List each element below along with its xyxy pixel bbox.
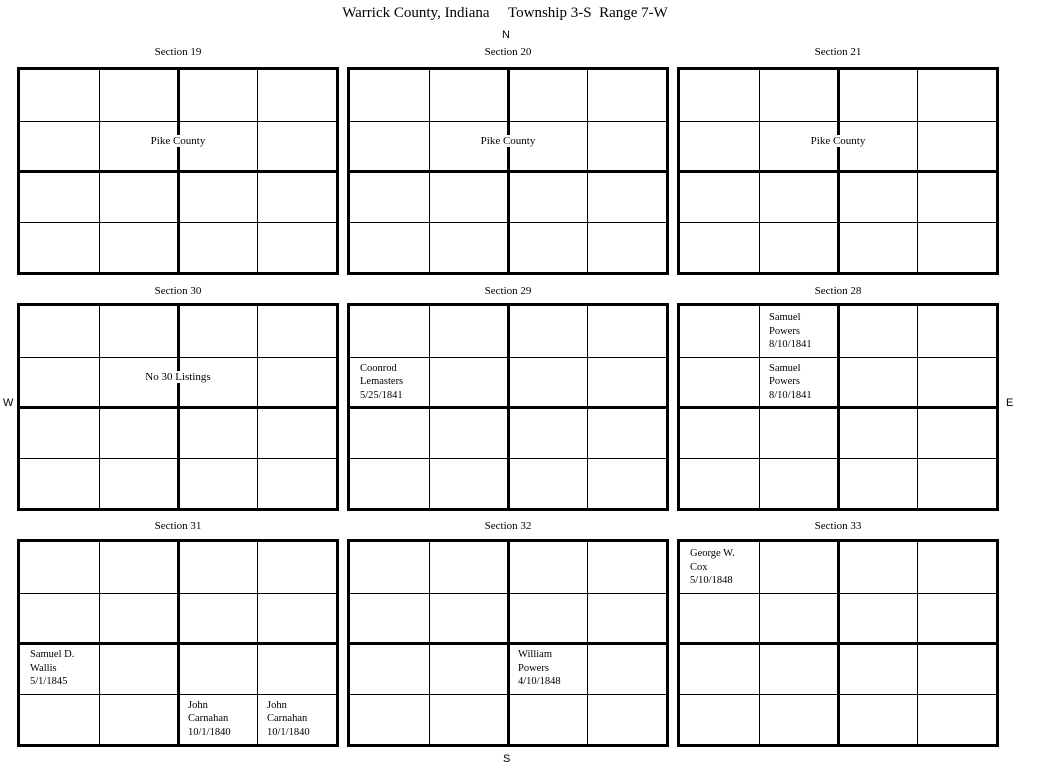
section-note: No 30 Listings bbox=[145, 370, 211, 383]
section-note: Pike County bbox=[150, 134, 206, 147]
section-label-21: Section 21 bbox=[814, 46, 862, 58]
section-19 bbox=[17, 67, 339, 275]
land-entry: Coonrod Lemasters 5/25/1841 bbox=[360, 362, 404, 401]
land-entry: George W. Cox 5/10/1848 bbox=[690, 548, 735, 586]
section-31 bbox=[17, 539, 339, 747]
land-entry: John Carnahan 10/1/1840 bbox=[267, 699, 310, 738]
section-label-33: Section 33 bbox=[814, 520, 862, 532]
section-label-32: Section 32 bbox=[484, 520, 532, 532]
compass-west: W bbox=[3, 397, 14, 409]
compass-south: S bbox=[503, 753, 511, 765]
land-entry: John Carnahan 10/1/1840 bbox=[188, 699, 231, 738]
section-label-31: Section 31 bbox=[154, 520, 202, 532]
section-label-30: Section 30 bbox=[154, 285, 202, 297]
quarter-line bbox=[680, 170, 996, 173]
quarter-line bbox=[20, 642, 336, 645]
section-20 bbox=[347, 67, 669, 275]
section-note: Pike County bbox=[810, 134, 866, 147]
land-entry: Samuel Powers 8/10/1841 bbox=[769, 312, 812, 350]
quarter-line bbox=[20, 406, 336, 409]
section-28 bbox=[677, 303, 999, 511]
quarter-line bbox=[350, 170, 666, 173]
section-label-28: Section 28 bbox=[814, 285, 862, 297]
section-note: Pike County bbox=[480, 134, 536, 147]
section-label-29: Section 29 bbox=[484, 285, 532, 297]
quarter-line bbox=[680, 406, 996, 409]
quarter-line bbox=[350, 406, 666, 409]
section-33 bbox=[677, 539, 999, 747]
compass-east: E bbox=[1006, 397, 1014, 409]
quarter-line bbox=[20, 170, 336, 173]
section-32 bbox=[347, 539, 669, 747]
section-label-20: Section 20 bbox=[484, 46, 532, 58]
map-title: Warrick County, Indiana Township 3-S Range 7-W bbox=[342, 5, 668, 21]
section-21 bbox=[677, 67, 999, 275]
section-29 bbox=[347, 303, 669, 511]
quarter-line bbox=[350, 642, 666, 645]
land-entry: Samuel D. Wallis 5/1/1845 bbox=[30, 649, 75, 687]
land-entry: William Powers 4/10/1848 bbox=[518, 649, 561, 687]
section-30 bbox=[17, 303, 339, 511]
section-label-19: Section 19 bbox=[154, 46, 202, 58]
quarter-line bbox=[680, 642, 996, 645]
compass-north: N bbox=[502, 29, 510, 41]
land-entry: Samuel Powers 8/10/1841 bbox=[769, 362, 812, 401]
